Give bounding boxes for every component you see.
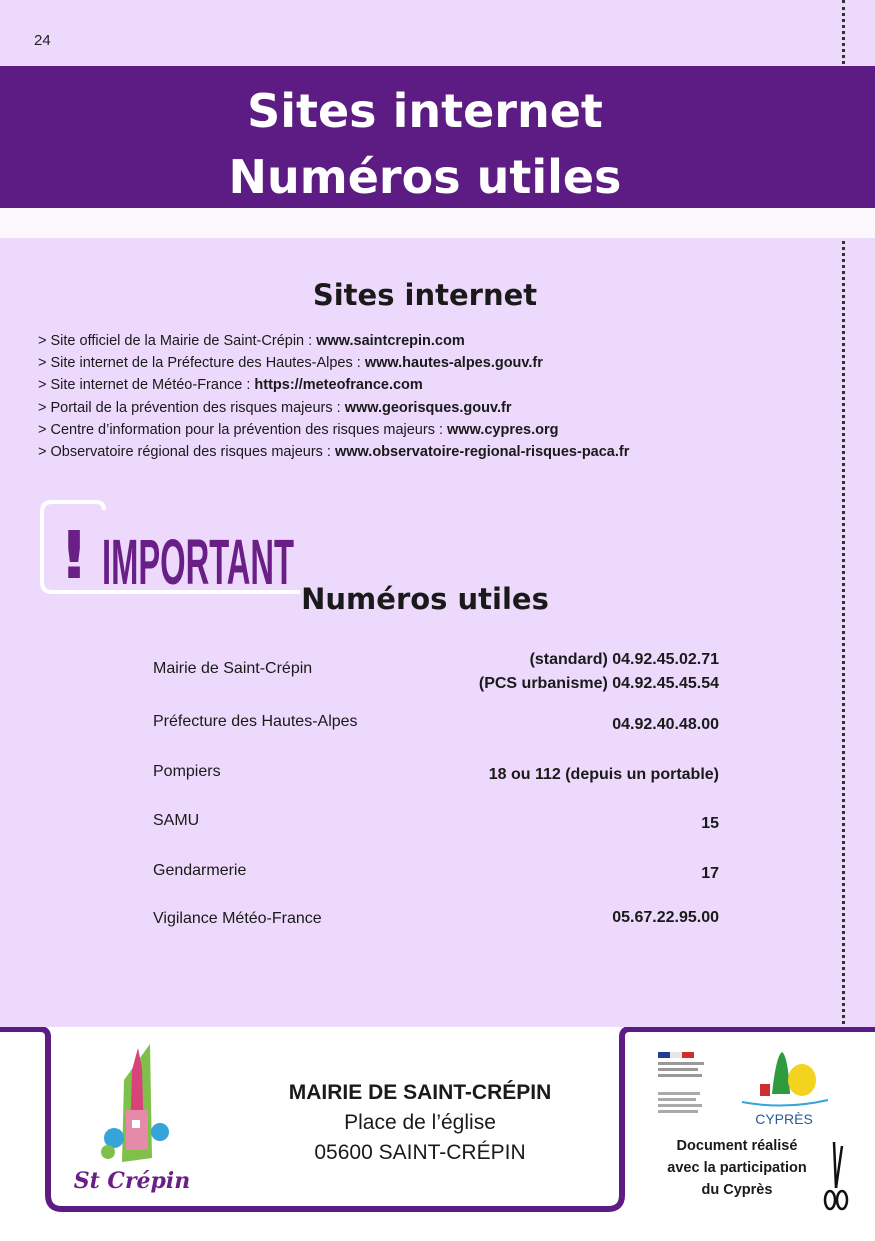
header-separator xyxy=(0,208,875,238)
page-title xyxy=(0,78,850,210)
row-value: 18 ou 112 (depuis un portable) xyxy=(488,766,719,783)
scissors-icon xyxy=(820,1140,850,1215)
site-item xyxy=(38,397,629,419)
saint-crepin-logo xyxy=(72,1040,192,1200)
site-label: > Site officiel de la Mairie de Saint-Crépin : xyxy=(38,333,317,349)
site-link[interactable]: www.saintcrepin.com xyxy=(316,333,465,349)
site-label: > Centre d’information pour la prévention des risques majeurs : xyxy=(38,421,448,438)
row-label: Gendarmerie xyxy=(153,862,247,879)
row-value: 15 xyxy=(701,815,719,832)
numbers-heading: Numéros utiles xyxy=(301,582,549,616)
row-value: 04.92.40.48.00 xyxy=(612,716,719,733)
address-line1: Place de l’église xyxy=(344,1111,496,1134)
page-title-line1: Sites internet xyxy=(247,84,603,138)
phone-pcs: (PCS urbanisme) 04.92.45.45.54 xyxy=(478,675,719,692)
site-label: > Observatoire régional des risques majeurs : xyxy=(38,444,335,461)
site-label: > Site internet de Météo-France : xyxy=(38,377,255,394)
site-link[interactable]: www.georisques.gouv.fr xyxy=(344,399,512,416)
site-link[interactable]: www.cypres.org xyxy=(447,421,559,438)
row-value: 17 xyxy=(701,865,719,882)
sites-heading: Sites internet xyxy=(312,278,538,312)
site-label: > Site internet de la Préfecture des Hautes-Alpes : xyxy=(38,355,365,372)
row-value xyxy=(479,648,719,696)
logo-text: St Crépin xyxy=(73,1168,191,1194)
exclamation-icon: ! xyxy=(58,517,90,594)
participation-note xyxy=(637,1135,837,1201)
site-item xyxy=(38,441,629,463)
address-line2: 05600 SAINT-CRÉPIN xyxy=(314,1141,526,1164)
row-label: Pompiers xyxy=(153,763,221,780)
mairie-name: MAIRIE DE SAINT-CRÉPIN xyxy=(288,1081,552,1104)
row-label: Vigilance Météo-France xyxy=(153,910,322,927)
site-link[interactable]: www.hautes-alpes.gouv.fr xyxy=(364,355,543,372)
note-line: du Cyprès xyxy=(701,1182,773,1198)
note-line: Document réalisé xyxy=(676,1138,798,1154)
row-value: 05.67.22.95.00 xyxy=(612,909,719,926)
partner-logos xyxy=(650,1048,840,1128)
sites-list xyxy=(38,330,629,463)
site-item xyxy=(38,330,629,352)
phone-standard: (standard) 04.92.45.02.71 xyxy=(529,651,719,668)
row-label: SAMU xyxy=(153,812,200,829)
row-label: Mairie de Saint-Crépin xyxy=(153,660,313,677)
footer-address xyxy=(250,1078,590,1168)
site-link[interactable]: https://meteofrance.com xyxy=(254,377,423,394)
row-label: Préfecture des Hautes-Alpes xyxy=(153,713,358,730)
page-number: 24 xyxy=(34,32,51,49)
page-title-line2: Numéros utiles xyxy=(228,150,622,204)
site-item xyxy=(38,374,629,396)
important-word: IMPORTANT xyxy=(102,526,294,596)
site-link[interactable]: www.observatoire-regional-risques-paca.fr xyxy=(335,444,630,461)
cypres-logo-text: CYPRÈS xyxy=(755,1111,813,1127)
site-item xyxy=(38,419,629,441)
note-line: avec la participation xyxy=(667,1160,807,1176)
site-item xyxy=(38,352,629,374)
site-label: > Portail de la prévention des risques majeurs : xyxy=(38,399,345,416)
